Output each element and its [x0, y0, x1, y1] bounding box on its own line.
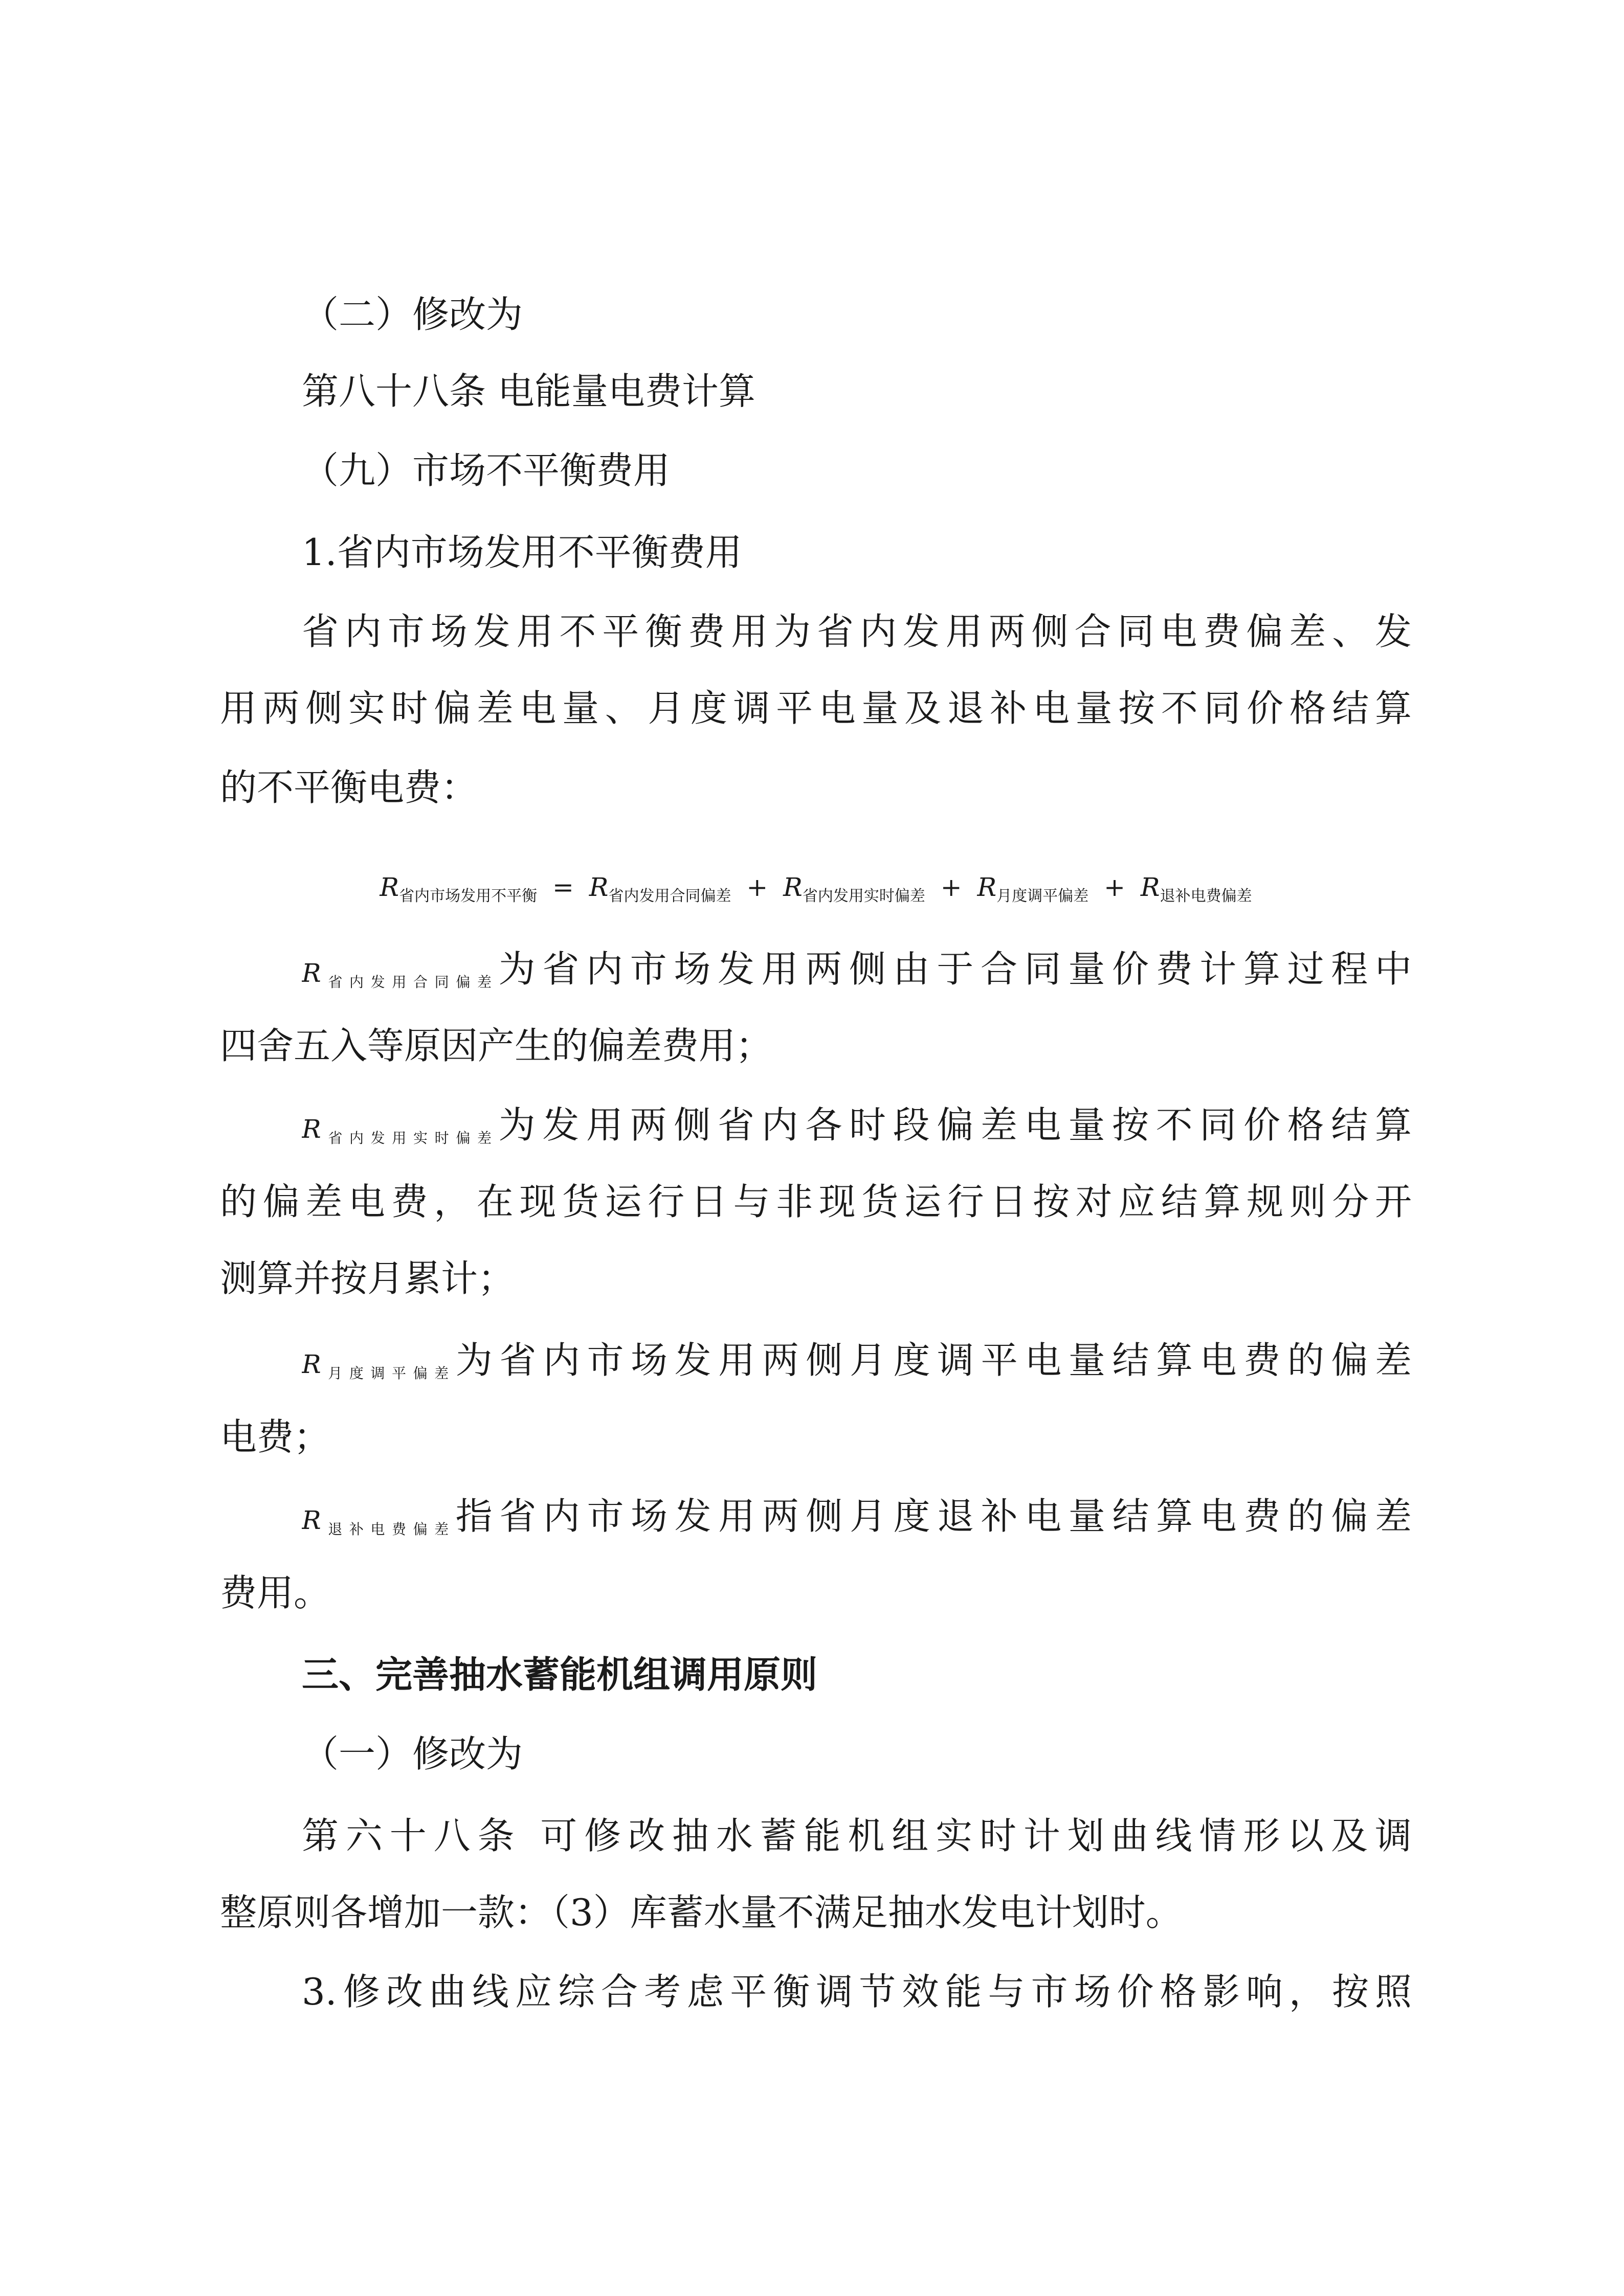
definition-variable: $R_{退补电费偏差}$ [302, 1505, 456, 1538]
definition-line: $R_{省内发用合同偏差}$为省内市场发用两侧由于合同量价费计算过程中 [302, 948, 1412, 991]
definition-variable: $R_{省内发用合同偏差}$ [302, 958, 499, 991]
formula-operator: + [1104, 872, 1126, 902]
formula-operator: + [940, 872, 962, 902]
paragraph-line: 测算并按月累计； [220, 1257, 515, 1300]
definition-variable: $R_{月度调平偏差}$ [302, 1349, 456, 1382]
section-subheading: （一）修改为 [302, 1732, 523, 1775]
paragraph-line: 电费； [220, 1415, 331, 1458]
formula-subscript: 省内发用实时偏差 [802, 887, 925, 905]
formula-subscript: 月度调平偏差 [996, 887, 1089, 905]
paragraph-line: 的不平衡电费： [220, 766, 478, 809]
paragraph-line: 3.修改曲线应综合考虑平衡调节效能与市场价格影响，按照 [302, 1970, 1412, 2013]
formula-subscript: 省内市场发用不平衡 [399, 887, 538, 905]
balance-formula [220, 864, 1412, 910]
paragraph-line: 用两侧实时偏差电量、月度调平电量及退补电量按不同价格结算 [220, 687, 1412, 730]
formula-subscript: 省内发用合同偏差 [608, 887, 731, 905]
paragraph-line: 整原则各增加一款：（3）库蓄水量不满足抽水发电计划时。 [220, 1891, 1183, 1934]
definition-line: $R_{退补电费偏差}$指省内市场发用两侧月度退补电量结算电费的偏差 [302, 1495, 1412, 1538]
item-title: 1.省内市场发用不平衡费用 [302, 531, 742, 574]
formula-symbol: R [977, 872, 997, 902]
formula-symbol: R [589, 872, 609, 902]
clause-title: （九）市场不平衡费用 [302, 449, 671, 492]
section-heading: 三、完善抽水蓄能机组调用原则 [302, 1653, 818, 1696]
formula-subscript: 退补电费偏差 [1160, 887, 1252, 905]
formula-operator: + [746, 872, 768, 902]
formula-symbol: R [1140, 872, 1160, 902]
formula-symbol: R [380, 872, 399, 902]
formula-symbol: R [783, 872, 803, 902]
paragraph-line: 省内市场发用不平衡费用为省内发用两侧合同电费偏差、发 [302, 610, 1412, 653]
formula-operator: = [552, 872, 574, 902]
definition-line: $R_{省内发用实时偏差}$为发用两侧省内各时段偏差电量按不同价格结算 [302, 1104, 1412, 1146]
article-title: 第八十八条 电能量电费计算 [302, 370, 755, 413]
section-subheading: （二）修改为 [302, 293, 523, 336]
paragraph-line: 四舍五入等原因产生的偏差费用； [220, 1024, 773, 1067]
paragraph-line: 第六十八条 可修改抽水蓄能机组实时计划曲线情形以及调 [302, 1814, 1412, 1857]
definition-line: $R_{月度调平偏差}$为省内市场发用两侧月度调平电量结算电费的偏差 [302, 1339, 1412, 1382]
definition-variable: $R_{省内发用实时偏差}$ [302, 1114, 499, 1146]
paragraph-line: 的偏差电费，在现货运行日与非现货运行日按对应结算规则分开 [220, 1180, 1412, 1223]
paragraph-line: 费用。 [220, 1571, 331, 1614]
